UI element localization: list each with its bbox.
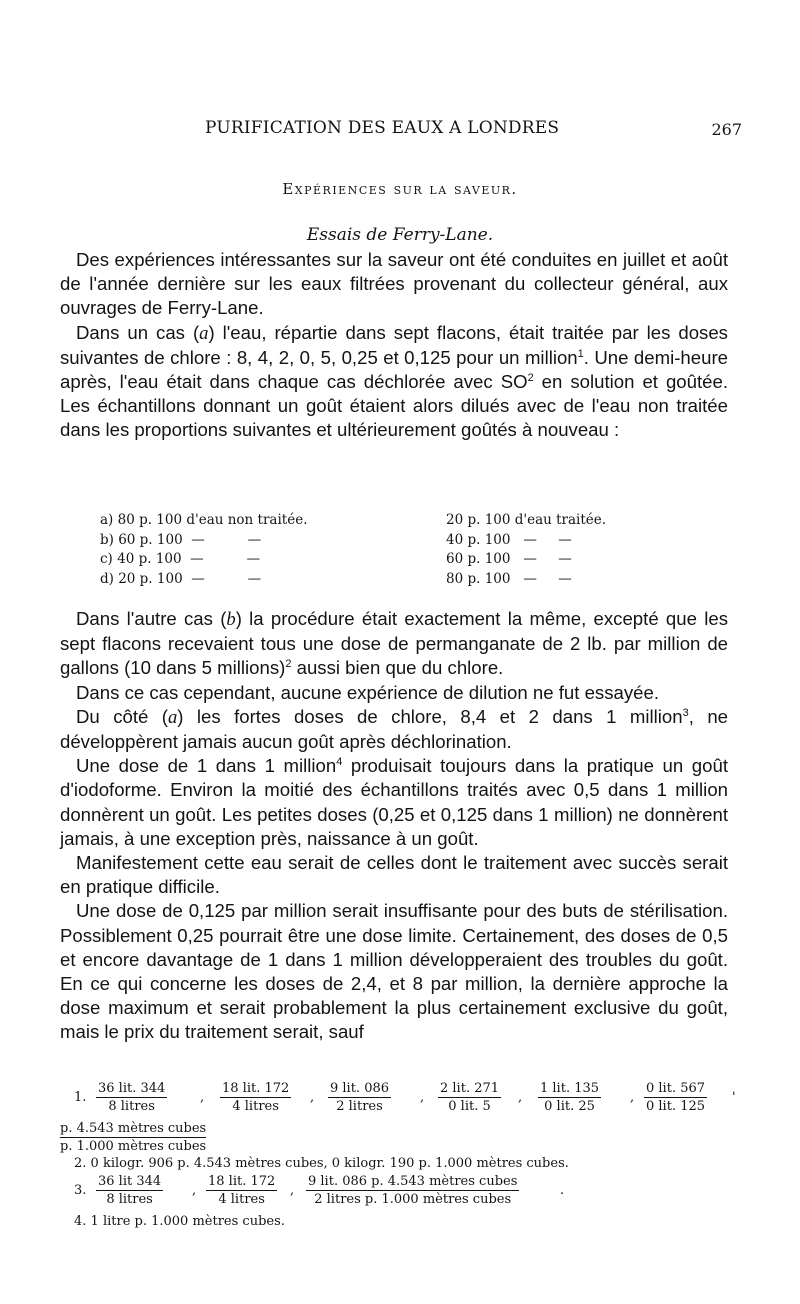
paragraph-3: Dans l'autre cas (b) la procédure était exactement la même, excepté que les sept flacons recevaient tous une dose de permanganate de 2 lb. par million de gallons (10 dans 5 millions)$^2$ aussi bien que du chlore. [60, 608, 728, 679]
table-cell: 40 p. 100 — — [446, 531, 572, 548]
paragraph-2: Dans un cas (a) l'eau, répartie dans sept flacons, était traitée par les doses suivantes de chlore : 8, 4, 2, 0, 5, 0,25 et 0,125 pour un million$^1$. Une demi-heure après, l'eau était dans chaque cas déchlorée avec $SO^2$ en solution et goûtée. Les échantillons donnant un goût étaient alors dilués avec de l'eau non traitée dans les proportions suivantes et ultérieurement goûtés à nouveau : [60, 321, 728, 441]
footnote-number: 1. [74, 1090, 87, 1105]
body-text-lower [60, 607, 728, 1045]
footnote-1-tail-den: p. 1.000 mètres cubes [60, 1139, 207, 1154]
fraction: 36 lit 344 8 litres [98, 1174, 162, 1207]
table-cell: d) 20 p. 100 — — [100, 570, 262, 587]
table-cell: b) 60 p. 100 — — [100, 531, 262, 548]
table-row [100, 532, 660, 552]
table-row [100, 551, 660, 571]
paragraph-7: Manifestement cette eau serait de celles dont le traitement avec succès serait en pratique difficile. [60, 852, 728, 898]
fraction: 0 lit. 567 0 lit. 125 [646, 1081, 706, 1114]
section-subtitle: Essais de Ferry-Lane. [306, 225, 494, 245]
footnote-ref: 4 [336, 756, 343, 769]
running-title: PURIFICATION DES EAUX A LONDRES [205, 118, 560, 138]
footnote-number: 3. [74, 1183, 87, 1198]
fraction: 2 lit. 271 0 lit. 5 [440, 1081, 500, 1114]
paragraph-5: Du côté (a) les fortes doses de chlore, 8,4 et 2 dans 1 million$^3$, ne développèrent jamais aucun goût après déchlorination. [60, 705, 729, 753]
table-cell: a) 80 p. 100 d'eau non traitée. [100, 512, 308, 528]
fraction: 18 lit. 172 4 litres [208, 1174, 276, 1207]
fraction: 9 lit. 086 2 litres [330, 1081, 390, 1114]
footnote-ref: 3 [682, 706, 689, 719]
fraction: 18 lit. 172 4 litres [222, 1081, 290, 1114]
footnote-4: 4. 1 litre p. 1.000 mètres cubes. [74, 1214, 285, 1229]
fraction: 1 lit. 135 0 lit. 25 [540, 1081, 600, 1114]
chemical-subscript: 2 [527, 371, 534, 384]
paragraph-4: Dans ce cas cependant, aucune expérience de dilution ne fut essayée. [76, 681, 659, 703]
paragraph-6: Une dose de 1 dans 1 million$^4$ produisait toujours dans la pratique un goût d'iodoforme. Environ la moitié des échantillons traités avec 0,5 dans 1 million donnèrent un goût. Les petites doses (0,25 et 0,125 dans 1 million) ne donnèrent jamais, à une exception près, naissance à un goût. [60, 755, 728, 849]
fraction: 36 lit. 344 8 litres [98, 1081, 166, 1114]
dilution-table [100, 512, 660, 590]
table-cell: 80 p. 100 — — [446, 570, 572, 587]
running-head [0, 118, 800, 142]
footnote-2: 2. 0 kilogr. 906 p. 4.543 mètres cubes, 0 kilogr. 190 p. 1.000 mètres cubes. [74, 1156, 569, 1171]
footnote-1: 1. 36 lit. 344 8 litres , 18 lit. 172 4 litres , 9 lit. 086 2 litres , 2 lit. 271 0 lit. 5 , 1 lit. 135 0 lit. 25 , 0 lit. 567 0 lit. 125 ' [74, 1081, 736, 1114]
footnote-ref: 2 [285, 658, 292, 671]
table-cell: 60 p. 100 — — [446, 551, 572, 567]
paragraph-8: Une dose de 0,125 par million serait insuffisante pour des buts de stérilisation. Possiblement 0,25 pourrait être une dose limite. Certainement, des doses de 0,5 et encore davantage de 1 dans 1 million développeraient des troubles du goût. En ce qui concerne les doses de 2,4, et 8 par million, la dernière approche la dose maximum et serait probablement la plus certainement exclusive du goût, mais le prix du traitement serait, sauf [60, 900, 728, 1043]
table-row [100, 512, 660, 532]
table-row [100, 571, 660, 591]
page-number: 267 [711, 120, 742, 139]
paragraph-1: Des expériences intéressantes sur la saveur ont été conduites en juillet et août de l'année dernière sur les eaux filtrées provenant du collecteur général, aux ouvrages de Ferry-Lane. [60, 249, 728, 319]
table-cell: c) 40 p. 100 — — [100, 551, 261, 567]
footnotes [60, 1080, 740, 1231]
footnote-1-tail: p. 4.543 mètres cubes [60, 1121, 207, 1136]
section-heading: Expériences sur la saveur. [282, 180, 518, 198]
footnote-ref: 1 [577, 347, 584, 360]
table-cell: 20 p. 100 d'eau traitée. [446, 512, 607, 528]
footnote-3: 3. 36 lit 344 8 litres , 18 lit. 172 4 litres , 9 lit. 086 p. 4.543 mètres cubes 2 litres p. 1.000 mètres cubes . [74, 1174, 565, 1207]
body-text-upper [60, 248, 728, 443]
fraction: 9 lit. 086 p. 4.543 mètres cubes 2 litres p. 1.000 mètres cubes [308, 1174, 518, 1207]
